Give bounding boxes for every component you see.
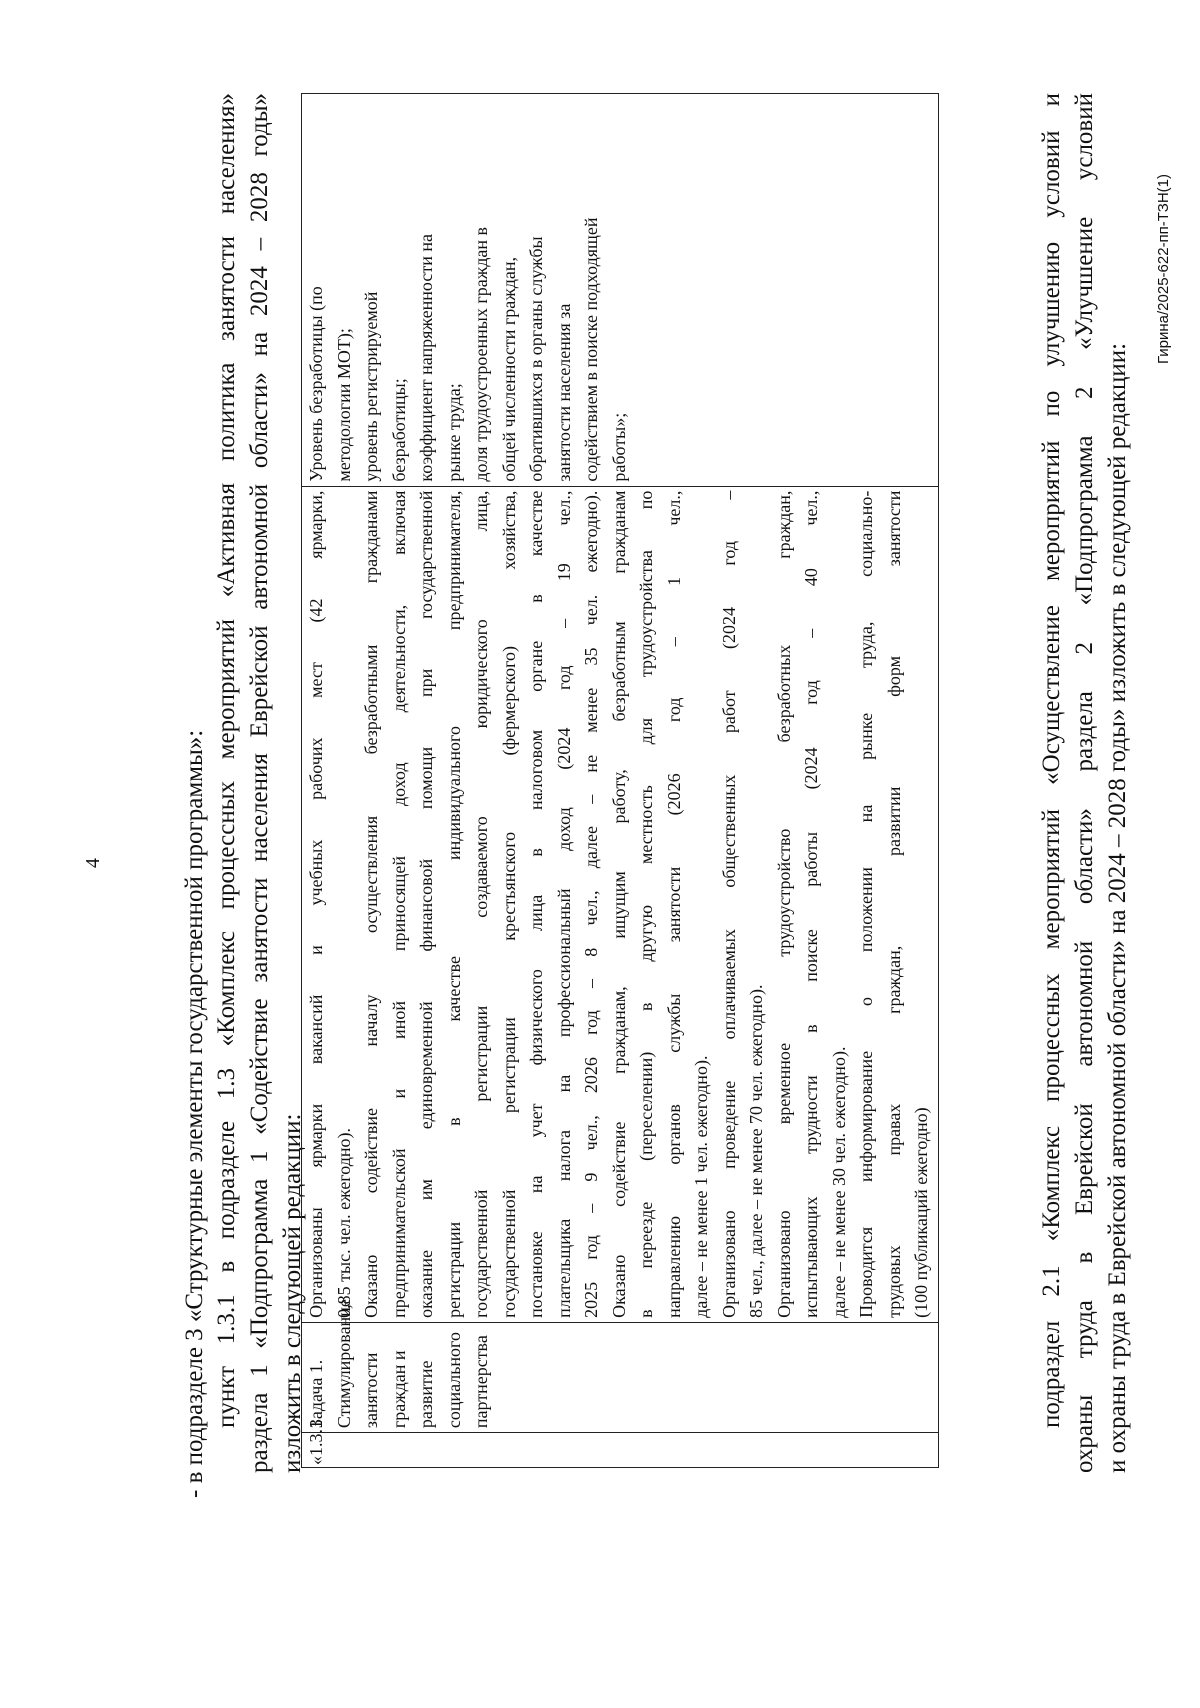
task-line: Задача 1.	[306, 1359, 326, 1429]
closing-paragraph-line: и охраны труда в Еврейской автономной области» на 2024 – 2028 годы» изложить в следующей редакции:	[1104, 342, 1131, 1473]
indicator-line: обратившихся в органы службы	[526, 236, 546, 482]
structural-elements-table	[301, 93, 939, 1468]
indicator-line: занятости населения за	[553, 303, 574, 482]
closing-paragraph	[1035, 93, 1134, 1473]
measure-line: в переезде (переселении) в другую местность для трудоустройства по	[636, 490, 656, 1318]
measures-cell	[302, 486, 939, 1322]
intro-line: - в подразделе 3 «Структурные элементы государственной программы»:	[181, 729, 208, 1498]
indicator-line: рынке труда;	[443, 383, 464, 482]
measure-line: 2025 год – 9 чел., 2026 год – 8 чел., далее – не менее 35 чел. ежегодно).	[581, 490, 601, 1318]
table-row	[302, 94, 939, 1468]
measure-line: Проводится информирование о положении на рынке труда, социально-	[856, 490, 876, 1318]
indicators-cell	[302, 94, 939, 487]
intro-paragraph-line: пункт 1.3.1 в подразделе 1.3 «Комплекс процессных мероприятий «Активная политика занятости населения»	[213, 93, 240, 1428]
measure-line: направлению органов службы занятости (2026 год – 1 чел.,	[663, 490, 684, 1318]
intro-paragraph-line: изложить в следующей редакции:	[279, 1113, 306, 1473]
measure-line: предпринимательской и иной приносящей доход деятельности, включая	[388, 490, 409, 1318]
measure-line: плательщика налога на профессиональный доход (2024 год – 19 чел.,	[553, 490, 574, 1318]
measure-line: 0,85 тыс. чел. ежегодно).	[333, 1127, 354, 1318]
measure-line: регистрации в качестве индивидуального предпринимателя,	[443, 490, 464, 1318]
indicator-line: содействием в поиске подходящей	[581, 217, 601, 482]
closing-paragraph-line: охраны труда в Еврейской автономной области» раздела 2 «Подпрограмма 2 «Улучшение условий	[1071, 93, 1098, 1473]
task-line: развитие	[416, 1360, 436, 1429]
indicator-line: коэффициент напряженности на	[416, 234, 436, 482]
measure-line: Организованы ярмарки вакансий и учебных рабочих мест (42 ярмарки,	[306, 490, 326, 1318]
measure-line: оказание им единовременной финансовой помощи при государственной	[416, 490, 436, 1318]
measure-line: постановке на учет физического лица в налоговом органе в качестве	[526, 490, 546, 1318]
closing-paragraph-line: подраздел 2.1 «Комплекс процессных мероприятий «Осуществление мероприятий по улучшению условий и	[1038, 93, 1065, 1428]
measure-line: государственной регистрации создаваемого юридического лица,	[471, 490, 491, 1318]
task-line: социального	[443, 1332, 464, 1429]
indicator-line: работы»;	[608, 412, 629, 482]
intro-paragraph-line: раздела 1 «Подпрограмма 1 «Содействие занятости населения Еврейской автономной области» на 2024 – 2028 годы»	[246, 93, 273, 1473]
document-code: Гирина/2025-622-пп-ТЗН(1)	[1155, 173, 1172, 364]
indicator-line: безработицы;	[388, 378, 409, 482]
indicator-line: Уровень безработицы (по	[306, 286, 326, 482]
indicator-line: доля трудоустроенных граждан в	[471, 227, 491, 482]
measure-line: 85 чел., далее – не менее 70 чел. ежегодно).	[746, 984, 766, 1318]
measure-line: далее – не менее 1 чел. ежегодно).	[691, 1055, 711, 1318]
intro-paragraph	[210, 93, 309, 1473]
page-number: 4	[82, 858, 104, 868]
item-number-cell: «1.3.1	[302, 1433, 939, 1468]
measure-line: Организовано проведение оплачиваемых общественных работ (2024 год –	[718, 490, 739, 1318]
indicator-line: уровень регистрируемой	[361, 291, 381, 482]
measure-line: трудовых правах граждан, развитии форм занятости	[883, 490, 904, 1318]
measure-line: Оказано содействие гражданам, ищущим работу, безработным гражданам	[608, 490, 629, 1318]
measure-line: далее – не менее 30 чел. ежегодно).	[828, 1046, 849, 1318]
measure-line: испытывающих трудности в поиске работы (2024 год – 40 чел.,	[801, 490, 821, 1318]
task-line: Стимулирование	[333, 1299, 354, 1429]
indicator-line: общей численности граждан,	[498, 257, 519, 482]
task-line: партнерства	[471, 1335, 491, 1429]
task-line: занятости граждан и	[361, 1350, 409, 1429]
task-cell	[302, 1299, 939, 1432]
measure-line: государственной регистрации крестьянского (фермерского) хозяйства,	[498, 490, 519, 1318]
measure-line: (100 публикаций ежегодно)	[911, 1107, 931, 1318]
measure-line: Оказано содействие началу осуществления безработными гражданами	[361, 490, 381, 1318]
measure-line: Организовано временное трудоустройство безработных граждан,	[773, 490, 794, 1318]
indicator-line: методологии МОТ);	[333, 328, 354, 482]
